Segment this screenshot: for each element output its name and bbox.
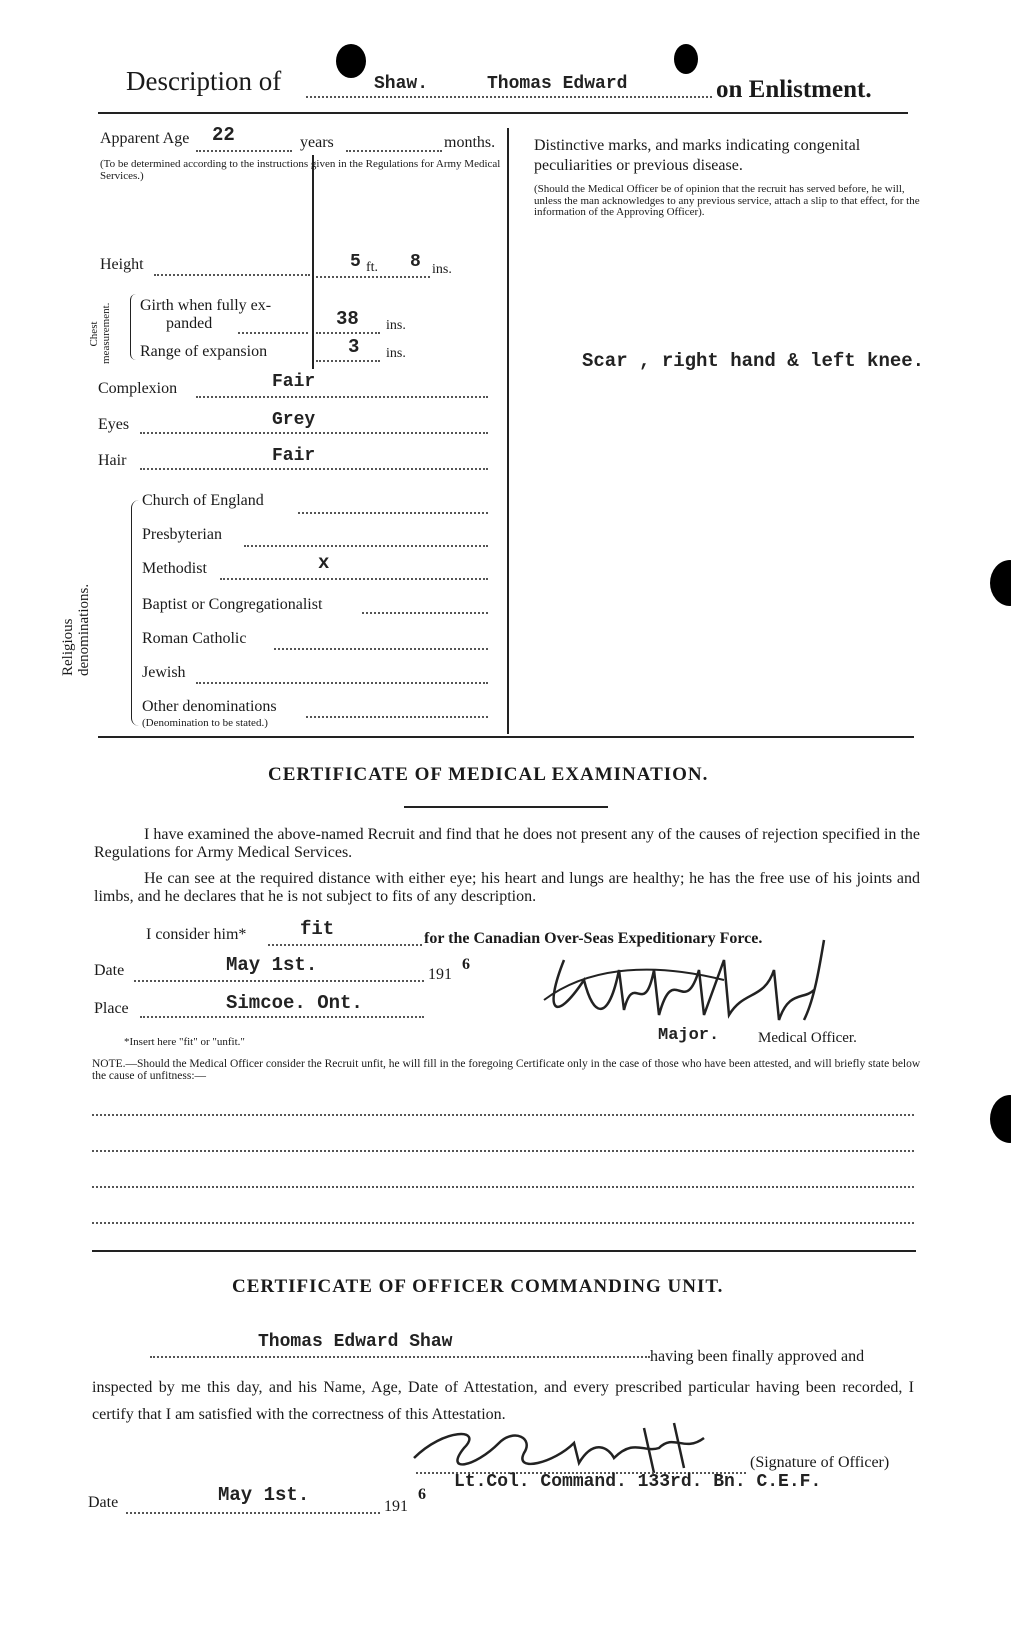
medical-title: CERTIFICATE OF MEDICAL EXAMINATION. (268, 764, 709, 785)
complexion-line (196, 396, 488, 398)
surname-value: Shaw. (374, 74, 429, 94)
age-label: Apparent Age (100, 130, 190, 147)
title-rule (404, 806, 608, 808)
place-value: Simcoe. Ont. (226, 992, 363, 1014)
religion-side-label-2: denominations. (76, 583, 92, 676)
medical-para-1: I have examined the above-named Recruit and find that he does not present any of the causes of rejection specified in the Regulations for Army Medical Services. (94, 826, 920, 861)
ink-blot (990, 560, 1011, 606)
commanding-year-digit: 6 (418, 1486, 426, 1503)
commanding-officer-signature (404, 1418, 744, 1478)
height-label: Height (100, 256, 144, 273)
girth-unit: ins. (386, 318, 406, 333)
religion-line (196, 682, 488, 684)
height-line-2 (316, 276, 430, 278)
ins-label: ins. (432, 262, 452, 277)
name-line (150, 1356, 650, 1358)
religion-label: Other denominations (142, 698, 277, 715)
religion-line (306, 716, 488, 718)
medical-date-label: Date (94, 962, 125, 979)
range-line (316, 360, 380, 362)
religion-mark: x (318, 552, 330, 574)
unfit-note: NOTE.—Should the Medical Officer consider the Recruit unfit, he will fill in the foregoing Certificate only in the case of those who have been attested, and will briefly state below the cause of unfitness:— (92, 1058, 921, 1082)
religion-label: Presbyterian (142, 526, 222, 543)
medical-year-digit: 6 (462, 956, 470, 973)
commanding-year-prefix: 191 (384, 1498, 408, 1515)
religion-label: Jewish (142, 664, 186, 681)
section-rule (92, 1250, 916, 1252)
complexion-value: Fair (272, 372, 316, 392)
commanding-date-value: May 1st. (218, 1484, 310, 1506)
girth-line (238, 332, 308, 334)
place-line (140, 1016, 424, 1018)
commanding-date-label: Date (88, 1494, 119, 1511)
ink-blot (990, 1095, 1011, 1143)
ft-label: ft. (366, 260, 379, 275)
range-label: Range of expansion (140, 343, 268, 360)
officer-title: Lt.Col. Command. 133rd. Bn. C.E.F. (454, 1472, 822, 1492)
religion-side-label (60, 584, 92, 676)
insert-note: *Insert here "fit" or "unfit." (124, 1036, 245, 1048)
medical-date-value: May 1st. (226, 954, 318, 976)
ink-blot (674, 44, 698, 74)
medical-officer-signature (524, 930, 874, 1030)
header-dotted-line (306, 96, 712, 98)
height-line (154, 274, 310, 276)
consider-value: fit (300, 918, 335, 940)
ink-blot (336, 44, 366, 78)
range-value: 3 (348, 336, 360, 358)
chest-brace (130, 294, 139, 360)
religion-line (220, 578, 488, 580)
officer-label: Medical Officer. (758, 1030, 857, 1046)
religion-line (362, 612, 488, 614)
eyes-value: Grey (272, 410, 316, 430)
header-prefix: Description of (126, 66, 282, 96)
marks-value: Scar , right hand & left knee. (582, 350, 925, 372)
religion-label: Roman Catholic (142, 630, 247, 647)
force-label: for the Canadian Over-Seas Expeditionary Force. (424, 930, 763, 947)
signature-label: (Signature of Officer) (750, 1454, 890, 1471)
marks-note: (Should the Medical Officer be of opinion that the recruit has served before, he will, unless the man acknowledges to any previous service, attach a slip to that effect, for the information of the Approving Officer). (534, 183, 920, 218)
girth-value: 38 (336, 308, 359, 330)
religion-line (274, 648, 488, 650)
commanding-title: CERTIFICATE OF OFFICER COMMANDING UNIT. (232, 1276, 724, 1297)
years-label: years (300, 134, 334, 151)
denomination-note: (Denomination to be stated.) (142, 717, 268, 729)
place-label: Place (94, 1000, 129, 1017)
medical-para-2: He can see at the required distance with either eye; his heart and lungs are healthy; he has the free use of his joints and limbs, and he declares that he is not subject to fits of any description. (94, 870, 920, 905)
religion-label: Methodist (142, 560, 207, 577)
unfit-line (92, 1150, 914, 1152)
given-names-value: Thomas Edward (487, 74, 628, 94)
consider-line (268, 944, 422, 946)
months-line (346, 150, 442, 152)
eyes-line (140, 432, 488, 434)
height-ft-value: 5 (350, 252, 361, 272)
medical-year-prefix: 191 (428, 966, 452, 983)
header-suffix: on Enlistment. (716, 76, 872, 103)
girth-line-2 (316, 332, 380, 334)
age-note: (To be determined according to the instructions given in the Regulations for Army Medical Services.) (100, 158, 501, 182)
officer-rank: Major. (658, 1026, 720, 1045)
column-divider (507, 128, 509, 734)
top-rule (98, 112, 908, 114)
girth-label-1: Girth when fully ex- (140, 297, 272, 314)
religion-side-label-1: Religious (60, 618, 76, 676)
hair-label: Hair (98, 452, 127, 469)
range-unit: ins. (386, 346, 406, 361)
months-label: months. (444, 134, 496, 151)
religion-line (244, 545, 488, 547)
religion-label: Baptist or Congregationalist (142, 596, 323, 613)
religion-label: Church of England (142, 492, 264, 509)
inner-divider (312, 155, 314, 369)
chest-label: Chest measurement. (88, 302, 112, 364)
consider-label: I consider him* (146, 926, 247, 943)
name-value: Thomas Edward Shaw (258, 1332, 453, 1352)
medical-date-line (134, 980, 424, 982)
hair-value: Fair (272, 446, 316, 466)
unfit-line (92, 1186, 914, 1188)
marks-title: Distinctive marks, and marks indicating congenital peculiarities or previous disease. (534, 137, 861, 174)
height-in-value: 8 (410, 252, 421, 272)
commanding-date-line (126, 1512, 380, 1514)
girth-label-2: panded (166, 315, 213, 332)
age-line (196, 150, 292, 152)
religion-line (298, 512, 488, 514)
unfit-line (92, 1222, 914, 1224)
age-value: 22 (212, 124, 235, 146)
complexion-label: Complexion (98, 380, 178, 397)
section-rule (98, 736, 914, 738)
religion-brace (131, 500, 140, 726)
commanding-body: inspected by me this day, and his Name, Age, Date of Attestation, and every prescribed particular having been recorded, I certify that I am satisfied with the correctness of this Attestation. (92, 1379, 914, 1423)
having-label: having been finally approved and (650, 1348, 865, 1365)
eyes-label: Eyes (98, 416, 130, 433)
unfit-line (92, 1114, 914, 1116)
hair-line (140, 468, 488, 470)
